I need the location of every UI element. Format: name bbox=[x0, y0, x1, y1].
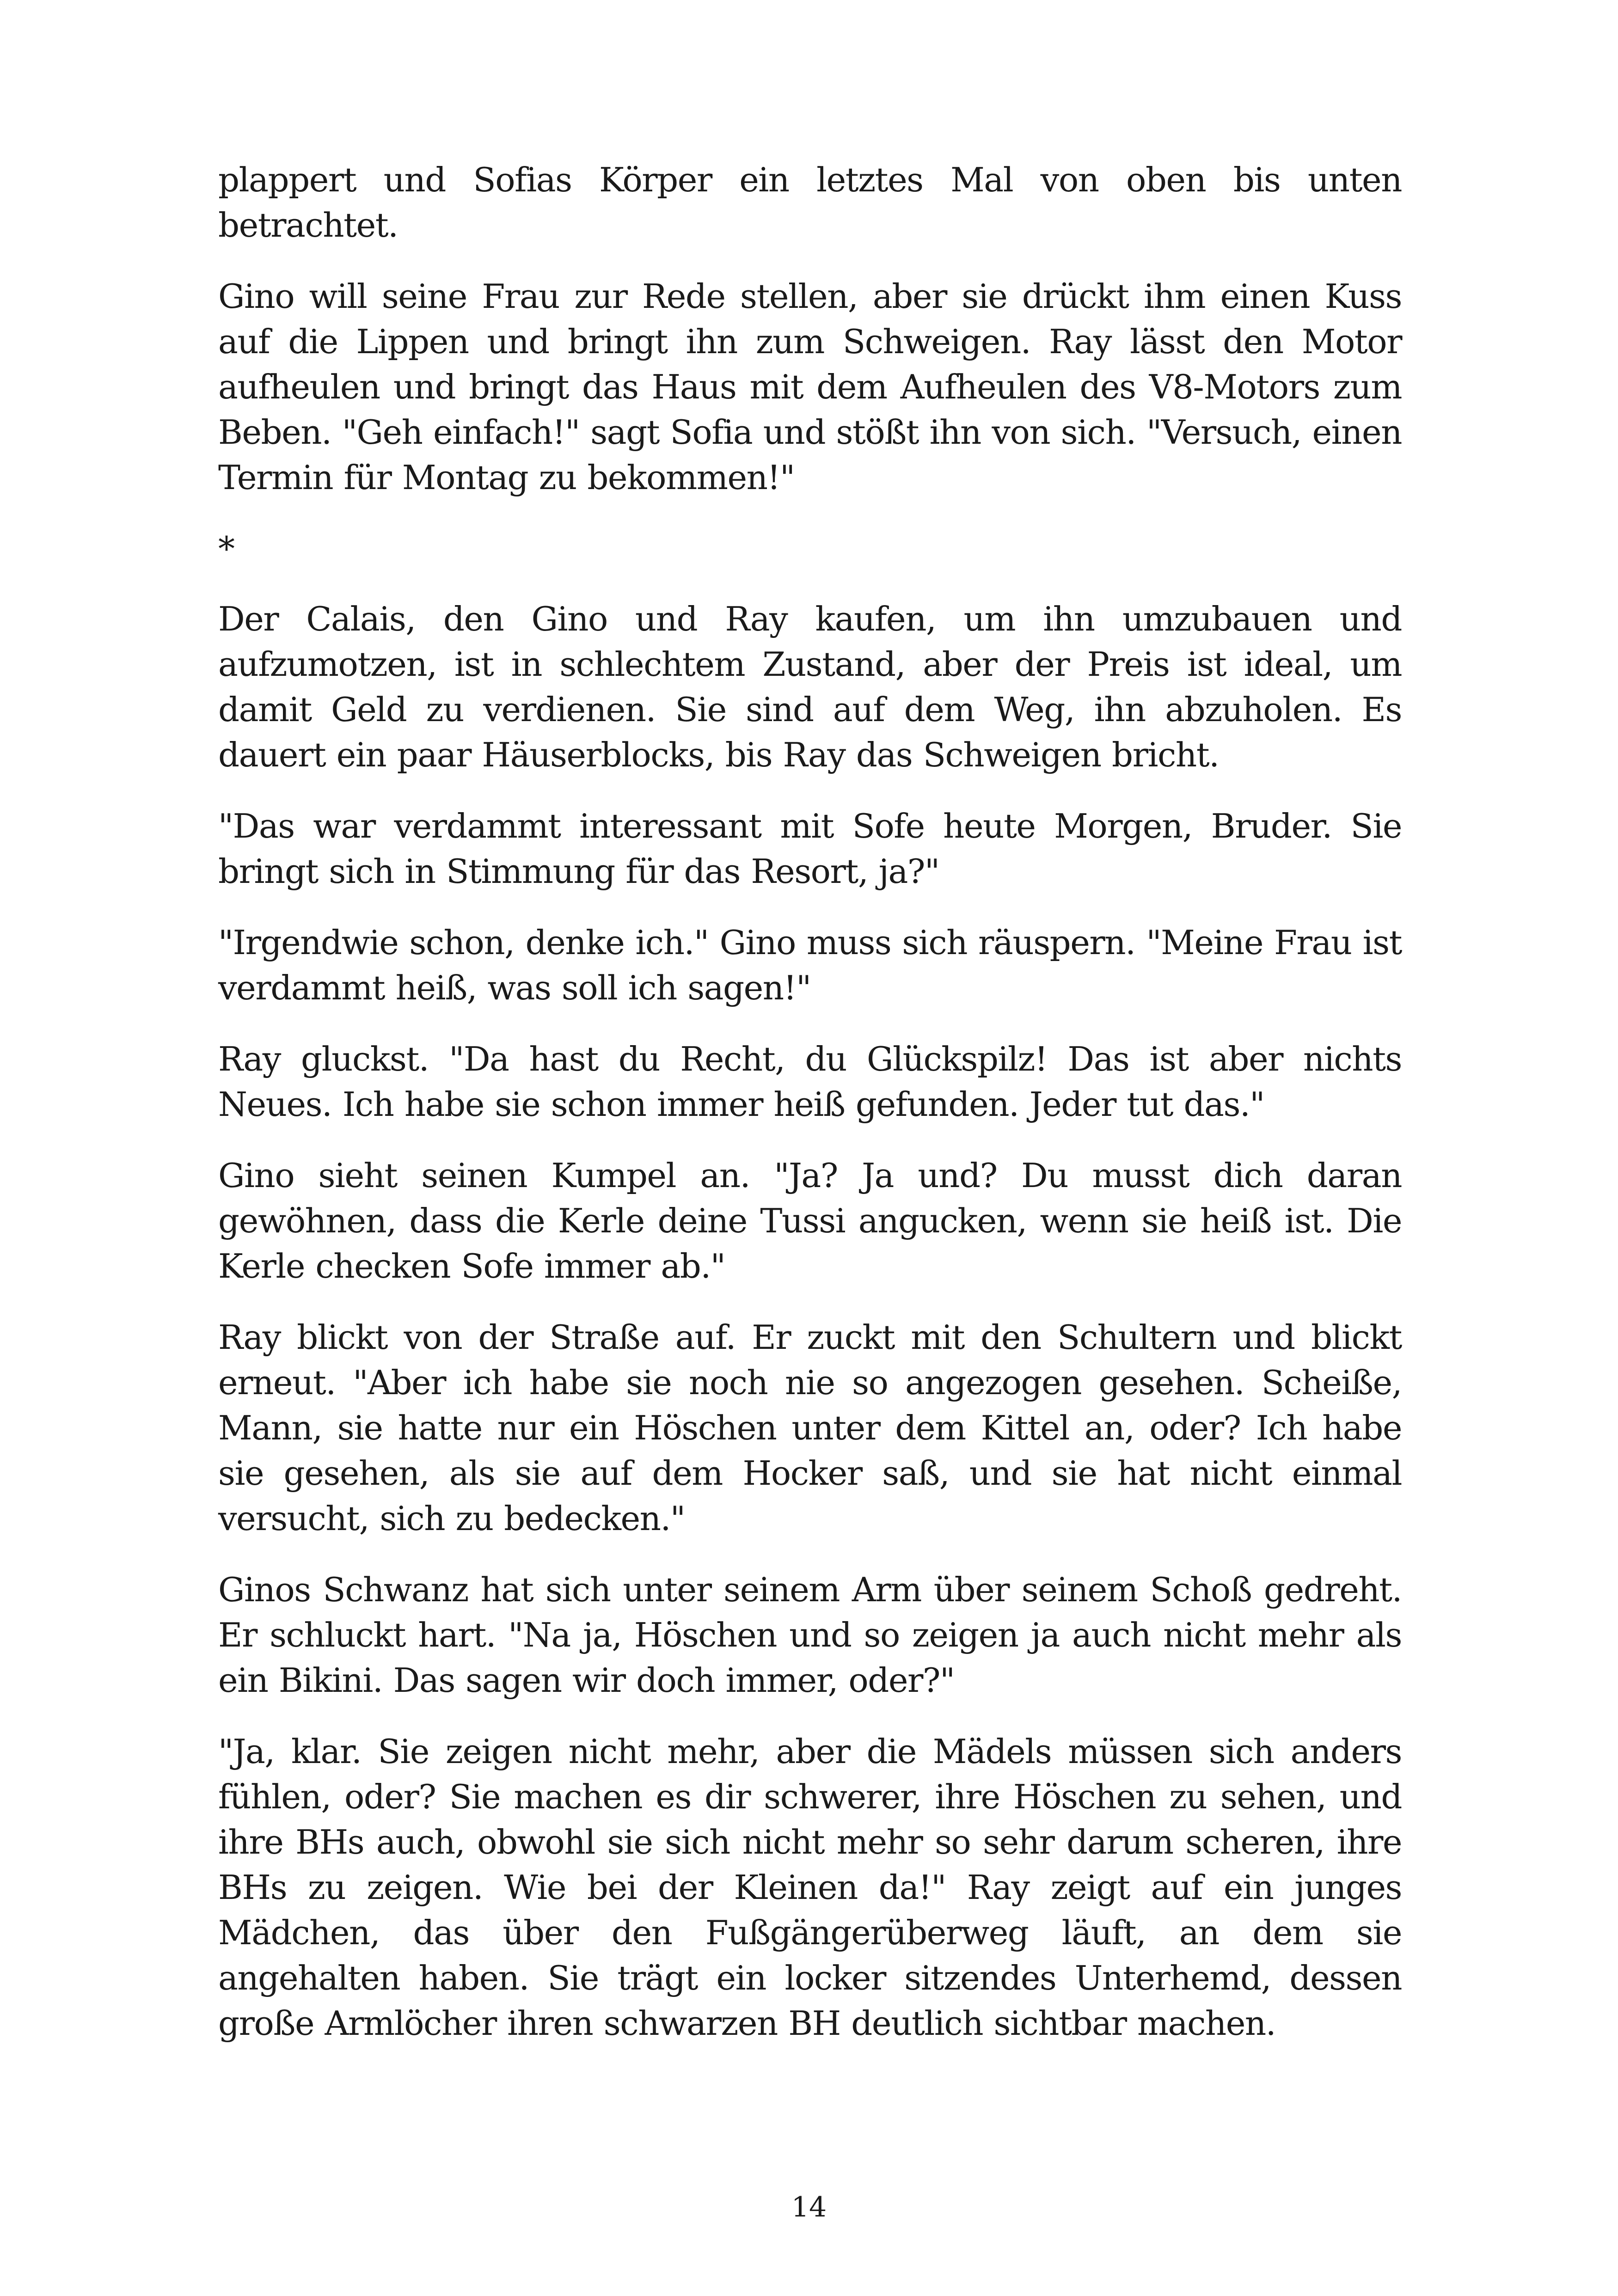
paragraph: "Irgendwie schon, denke ich." Gino muss sich räuspern. "Meine Frau ist verdammt heiß, was soll ich sagen!" bbox=[218, 923, 1402, 1007]
scene-break: * bbox=[218, 529, 235, 568]
paragraph: Gino sieht seinen Kumpel an. "Ja? Ja und? Du musst dich daran gewöhnen, dass die Kerle deine Tussi angucken, wenn sie heiß ist. Die Kerle checken Sofe immer ab." bbox=[218, 1156, 1402, 1286]
page-body bbox=[218, 157, 1402, 2072]
paragraph: Gino will seine Frau zur Rede stellen, aber sie drückt ihm einen Kuss auf die Lippen und bringt ihn zum Schweigen. Ray lässt den Motor aufheulen und bringt das Haus mit dem Aufheulen des V8-Motors zum Beben. "Geh einfach!" sagt Sofia und stößt ihn von sich. "Versuch, einen Termin für Montag zu bekommen!" bbox=[218, 277, 1402, 497]
paragraph: plappert und Sofias Körper ein letztes Mal von oben bis unten betrachtet. bbox=[218, 160, 1402, 245]
paragraph: "Ja, klar. Sie zeigen nicht mehr, aber die Mädels müssen sich anders fühlen, oder? Sie machen es dir schwerer, ihre Höschen zu sehen, und ihre BHs auch, obwohl sie sich nicht mehr so sehr darum scheren, ihre BHs zu zeigen. Wie bei der Kleinen da!" Ray zeigt auf ein junges Mädchen, das über den Fußgängerüberweg läuft, an dem sie angehalten haben. Sie trägt ein locker sitzendes Unterhemd, dessen große Armlöcher ihren schwarzen BH deutlich sichtbar machen. bbox=[218, 1732, 1402, 2043]
paragraph: "Das war verdammt interessant mit Sofe heute Morgen, Bruder. Sie bringt sich in Stimmung für das Resort, ja?" bbox=[218, 807, 1402, 891]
paragraph: Ginos Schwanz hat sich unter seinem Arm über seinem Schoß gedreht. Er schluckt hart. "Na ja, Höschen und so zeigen ja auch nicht mehr als ein Bikini. Das sagen wir doch immer, oder?" bbox=[218, 1570, 1402, 1700]
paragraph: Ray blickt von der Straße auf. Er zuckt mit den Schultern und blickt erneut. "Aber ich habe sie noch nie so angezogen gesehen. Scheiße, Mann, sie hatte nur ein Höschen unter dem Kittel an, oder? Ich habe sie gesehen, als sie auf dem Hocker saß, und sie hat nicht einmal versucht, sich zu bedecken." bbox=[218, 1318, 1402, 1538]
paragraph: Der Calais, den Gino und Ray kaufen, um ihn umzubauen und aufzumotzen, ist in schlechtem Zustand, aber der Preis ist ideal, um damit Geld zu verdienen. Sie sind auf dem Weg, ihn abzuholen. Es dauert ein paar Häuserblocks, bis Ray das Schweigen bricht. bbox=[218, 600, 1402, 774]
page-number: 14 bbox=[791, 2191, 827, 2223]
paragraph: Ray gluckst. "Da hast du Recht, du Glückspilz! Das ist aber nichts Neues. Ich habe sie schon immer heiß gefunden. Jeder tut das." bbox=[218, 1040, 1402, 1124]
